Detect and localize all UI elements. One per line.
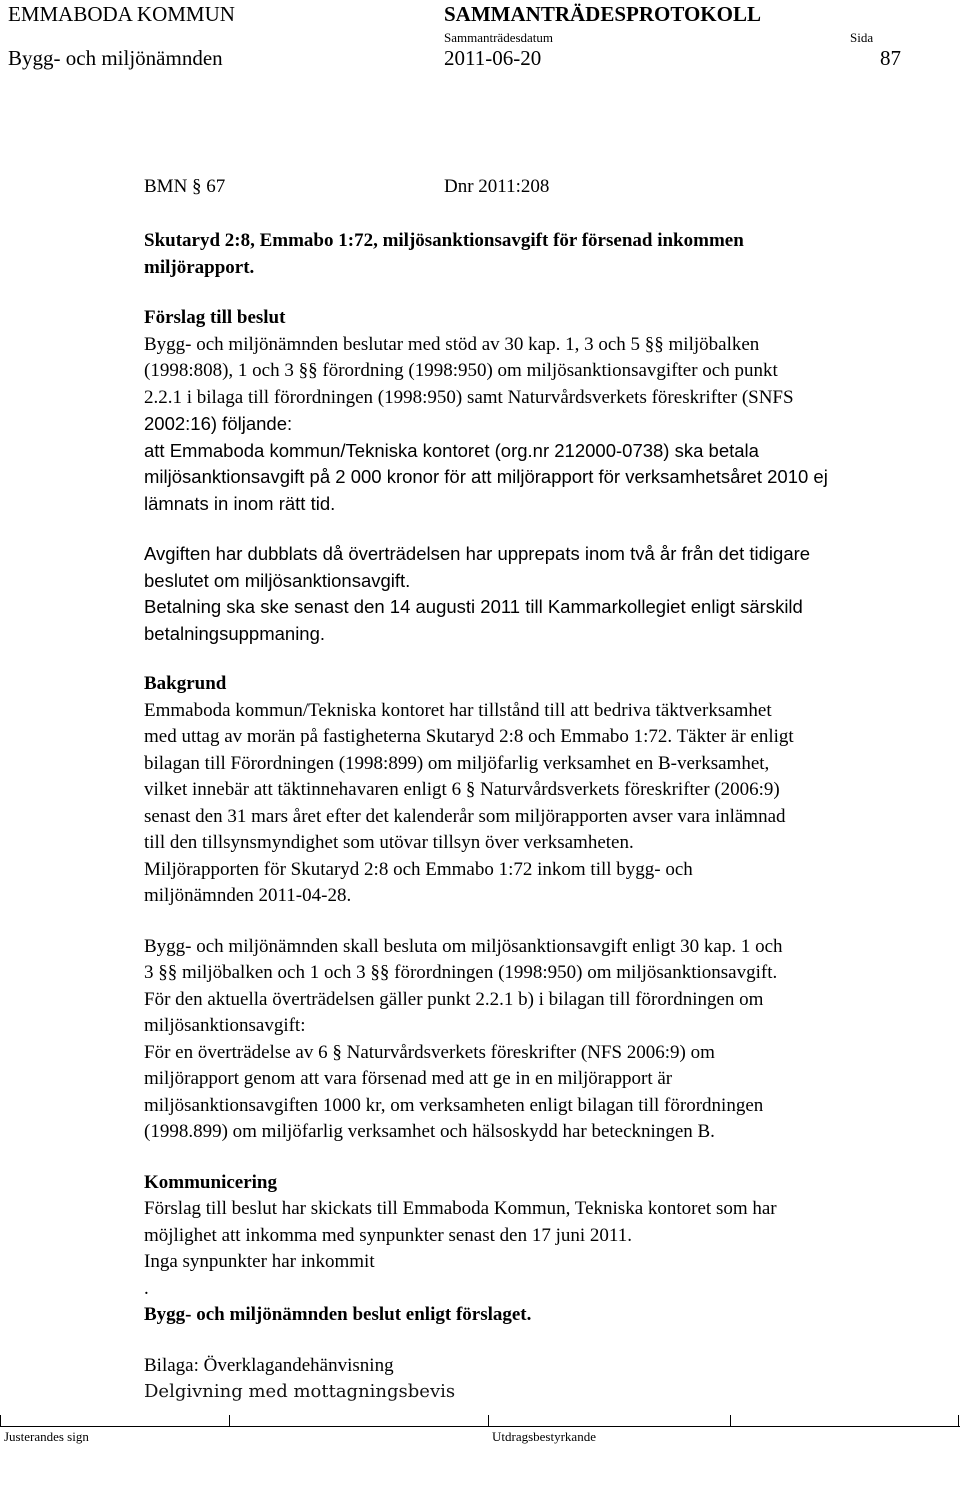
section-heading-background: Bakgrund [144, 673, 227, 694]
paragraph-line: senast den 31 mars året efter det kalenderår som miljörapporten avser vara inlämnad [144, 805, 786, 827]
page-label: Sida [850, 30, 874, 45]
document-type: SAMMANTRÄDESPROTOKOLL [444, 2, 761, 26]
paragraph-line: bilagan till Förordningen (1998:899) om miljöfarlig verksamhet en B-verksamhet, [144, 752, 770, 774]
organization-name: EMMABODA KOMMUN [8, 2, 235, 26]
committee-name: Bygg- och miljönämnden [8, 46, 223, 70]
page-footer [0, 1415, 960, 1501]
paragraph-line: Avgiften har dubblats då överträdelsen har upprepats inom två år från det tidigare [144, 543, 811, 564]
section-heading-communication: Kommunicering [144, 1171, 277, 1193]
paragraph-line: Bygg- och miljönämnden skall besluta om miljösanktionsavgift enligt 30 kap. 1 och [144, 935, 783, 957]
paragraph-line: vilket innebär att täktinnehavaren enligt 6 § Naturvårdsverkets föreskrifter (2006:9) [144, 779, 780, 800]
paragraph-line: Bygg- och miljönämnden beslutar med stöd av 30 kap. 1, 3 och 5 §§ miljöbalken [144, 333, 760, 355]
paragraph-line: Betalning ska ske senast den 14 augusti 2011 till Kammarkollegiet enligt särskild [144, 596, 803, 617]
case-number: BMN § 67 [144, 176, 226, 197]
paragraph-line: För den aktuella överträdelsen gäller punkt 2.2.1 b) i bilagan till förordningen om [144, 988, 764, 1010]
attachment-line: Delgivning med mottagningsbevis [144, 1381, 456, 1402]
paragraph-line: att Emmaboda kommun/Tekniska kontoret (org.nr 212000-0738) ska betala [144, 439, 759, 461]
paragraph-line: beslutet om miljösanktionsavgift. [144, 569, 411, 591]
signature-label: Justerandes sign [4, 1429, 89, 1444]
diary-number: Dnr 2011:208 [444, 176, 550, 197]
paragraph-line: miljösanktionsavgift på 2 000 kronor för att miljörapport för verksamhetsåret 2010 ej [144, 466, 828, 487]
paragraph-line: (1998:808), 1 och 3 §§ förordning (1998:950) om miljösanktionsavgifter och punkt [144, 360, 778, 381]
attachment-line: Bilaga: Överklagandehänvisning [144, 1354, 394, 1376]
case-title: miljörapport. [144, 256, 255, 278]
paragraph-line: betalningsuppmaning. [144, 622, 326, 644]
decision-statement: Bygg- och miljönämnden beslut enligt förslaget. [144, 1304, 532, 1325]
paragraph-line: 2.2.1 i bilaga till förordningen (1998:950) samt Naturvårdsverkets föreskrifter (SNFS [144, 386, 794, 408]
footer-divider [0, 1426, 960, 1427]
paragraph-line: (1998.899) om miljöfarlig verksamhet och hälsoskydd har beteckningen B. [144, 1121, 715, 1142]
meeting-date: 2011-06-20 [444, 46, 542, 70]
section-heading-proposal: Förslag till beslut [144, 307, 286, 328]
paragraph-line: med uttag av morän på fastigheterna Skutaryd 2:8 och Emmabo 1:72. Täkter är enligt [144, 726, 794, 747]
paragraph-line: Emmaboda kommun/Tekniska kontoret har tillstånd till att bedriva täktverksamhet [144, 699, 772, 721]
extract-certification-label: Utdragsbestyrkande [492, 1429, 596, 1444]
paragraph-line: 3 §§ miljöbalken och 1 och 3 §§ förordningen (1998:950) om miljösanktionsavgift. [144, 962, 778, 983]
paragraph-line: miljösanktionsavgiften 1000 kr, om verksamheten enligt bilagan till förordningen [144, 1094, 764, 1116]
paragraph-line: miljönämnden 2011-04-28. [144, 885, 352, 906]
case-title: Skutaryd 2:8, Emmabo 1:72, miljösanktionsavgift för försenad inkommen [144, 230, 744, 251]
paragraph-line: Förslag till beslut har skickats till Emmaboda Kommun, Tekniska kontoret som har [144, 1198, 777, 1219]
document-body [144, 174, 944, 1406]
paragraph-line: 2002:16) följande: [144, 413, 293, 434]
paragraph-line: . [144, 1277, 149, 1299]
paragraph-line: lämnats in inom rätt tid. [144, 492, 336, 514]
paragraph-line: Inga synpunkter har inkommit [144, 1251, 375, 1272]
paragraph-line: För en överträdelse av 6 § Naturvårdsverkets föreskrifter (NFS 2006:9) om [144, 1041, 715, 1063]
paragraph-line: miljösanktionsavgift: [144, 1015, 306, 1036]
paragraph-line: Miljörapporten för Skutaryd 2:8 och Emmabo 1:72 inkom till bygg- och [144, 858, 693, 880]
case-reference [144, 174, 944, 202]
paragraph-line: miljörapport genom att vara försenad med att ge in en miljörapport är [144, 1068, 673, 1089]
paragraph-line: möjlighet att inkomma med synpunkter senast den 17 juni 2011. [144, 1224, 632, 1246]
meeting-date-label: Sammanträdesdatum [444, 30, 554, 45]
page-header [8, 0, 901, 80]
page-number: 87 [880, 46, 901, 70]
paragraph-line: till den tillsynsmyndighet som utövar tillsyn över verksamheten. [144, 832, 634, 853]
